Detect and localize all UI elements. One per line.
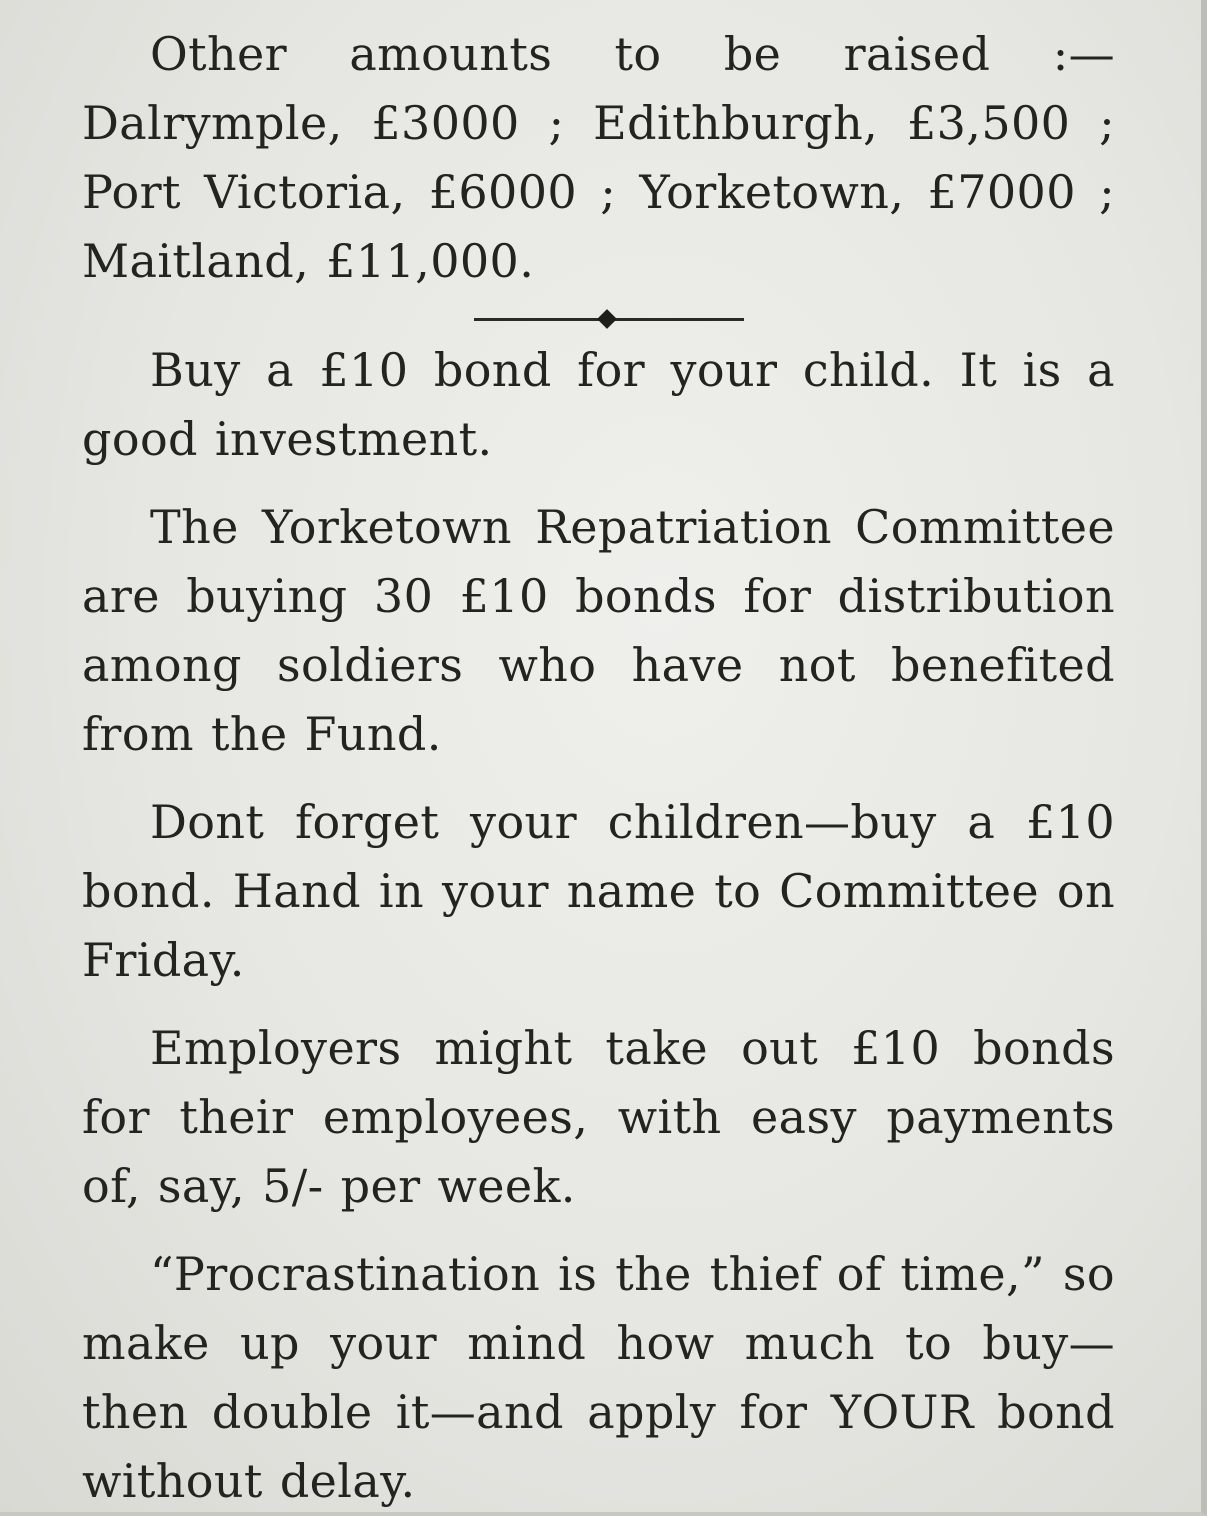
paragraph-dont-forget-children: Dont forget your children—buy a £10 bond. Hand in your name to Committee on Friday. xyxy=(82,795,1115,987)
paragraph-amounts-raised: Other amounts to be raised :—Dalrymple, £3000 ; Edithburgh, £3,500 ; Port Victoria, £6000 ; Yorketown, £7000 ; Maitland, £11,000. xyxy=(82,27,1115,288)
section-divider xyxy=(474,312,744,326)
paragraph-employers: Employers might take out £10 bonds for their employees, with easy payments of, say, 5/- per week. xyxy=(82,1021,1115,1213)
paragraph-buy-for-child: Buy a £10 bond for your child. It is a good investment. xyxy=(82,343,1115,466)
paragraph-repatriation-committee: The Yorketown Repatriation Committee are buying 30 £10 bonds for distribution among soldiers who have not benefited from the Fund. xyxy=(82,500,1115,761)
divider-diamond-ornament xyxy=(597,309,617,329)
paragraph-procrastination: “Procrastination is the thief of time,” so make up your mind how much to buy—then double it—and apply for YOUR bond without delay. xyxy=(82,1247,1115,1508)
